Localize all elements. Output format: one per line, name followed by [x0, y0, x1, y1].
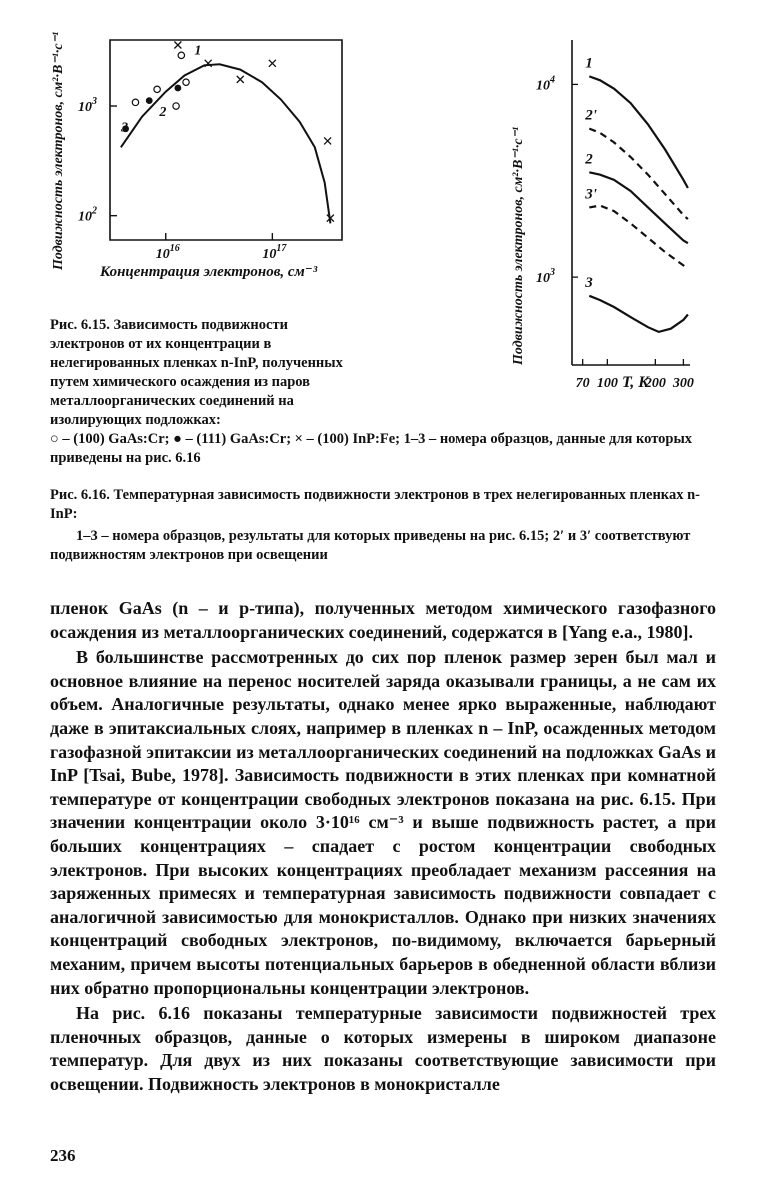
curve-label: 3 — [585, 274, 593, 291]
fig615-fit-curve — [121, 64, 331, 223]
sample-label: 3 — [121, 120, 129, 136]
cross-point — [324, 137, 331, 144]
x-tick-label: 100 — [596, 376, 618, 391]
fig615-legend: ○ – (100) GaAs:Cr; ● – (111) GaAs:Cr; × – (100) InP:Fe; 1–3 – номера образцов, данные для которых приведены на рис. 6.16 — [50, 431, 693, 466]
fig615-axes — [110, 40, 342, 240]
open-circle-point — [132, 99, 138, 105]
fig615-points — [122, 42, 334, 222]
fig616-caption: Рис. 6.16. Температурная зависимость подвижности электронов в трех нелегированных пленках n-InP: — [50, 487, 700, 522]
open-circle-point — [178, 52, 184, 58]
open-circle-point — [154, 86, 160, 92]
fig616-curves — [589, 76, 688, 332]
fig616-xlabel: T, K — [622, 374, 649, 391]
fig616-legend: 1–3 – номера образцов, результаты для которых приведены на рис. 6.15; 2′ и 3′ соответствуют подвижностям электронов при освещении — [50, 528, 691, 563]
cross-point — [237, 76, 244, 83]
y-tick-label: $10^3$ — [78, 96, 97, 116]
x-tick-label: 70 — [575, 376, 590, 391]
cross-point — [269, 60, 276, 67]
y-tick-label: $10^2$ — [78, 205, 97, 225]
fig615-ylabel — [51, 32, 66, 271]
curve-label: 2' — [585, 107, 597, 124]
cross-point — [174, 42, 181, 49]
open-circle-point — [183, 79, 189, 85]
fig616-ylabel-text: Подвижность электронов, см²·В⁻¹·с⁻¹ — [511, 126, 526, 365]
fig615-frame — [110, 40, 342, 240]
curve-3 — [589, 296, 688, 332]
fig615-xlabel: Концентрация электронов, см⁻³ — [100, 264, 318, 280]
body-text — [50, 597, 716, 1096]
sample-label: 2 — [159, 105, 167, 121]
curve-3prime — [589, 206, 688, 270]
fig615-caption: Рис. 6.15. Зависимость подвижности электронов от их концентрации в нелегированных пленках n-InP, полученных путем химического осаждения из паров металлоорганических соединений на изолирующих подложках: — [50, 317, 343, 428]
x-tick-label: $10^{16}$ — [155, 243, 180, 262]
curve-2prime — [589, 129, 688, 220]
open-circle-point — [173, 103, 179, 109]
x-tick-label: 300 — [672, 376, 694, 391]
sample-label: 1 — [194, 43, 202, 59]
figure-6-16 — [500, 35, 710, 400]
curve-1 — [589, 76, 688, 188]
y-tick-label: $10^3$ — [536, 267, 555, 287]
paragraph: На рис. 6.16 показаны температурные зависимости подвижностей трех пленочных образцов, данные о которых измерены в широком диапазоне температур. Для двух из них показаны соответствующие зависимости при освещении. Подвижность электронов в монокристалле — [50, 1003, 716, 1094]
filled-circle-point — [174, 85, 181, 92]
x-tick-label: 200 — [644, 376, 666, 391]
curve-label: 2 — [585, 151, 593, 168]
paragraph: В большинстве рассмотренных до сих пор пленок размер зерен был мал и основное влияние на перенос носителей заряда оказывали границы, а не сам их объем. Аналогичные результаты, однако менее ярко выраженные, наблюдают даже в эпитаксиальных слоях, например в пленках n – InP, осажденных методом газофазной эпитаксии из металлоорганических соединений на подложках GaAs и InP [Tsai, Bube, 1978]. Зависимость подвижности в этих пленках при комнатной температуре от концентрации свободных электронов показана на рис. 6.15. При значении концентрации около 3·10¹⁶ см⁻³ и выше подвижность растет, а при больших концентрациях – спадает с ростом концентрации свободных электронов. При высоких концентрациях преобладает механизм рассеяния на заряженных примесях и температурная зависимость подвижности совпадает с аналогичной зависимостью для монокристаллов. Однако при низких значениях концентраций свободных электронов, по-видимому, включается барьерный механим, причем высоты потенциальных барьеров в обедненной области вблизи них обратно пропорциональны концентрации электронов. — [50, 647, 716, 998]
paragraph: пленок GaAs (n – и p-типа), полученных методом химического газофазного осаждения из металлоорганических соединений, содержатся в [Yang e.a., 1980]. — [50, 598, 716, 642]
fig616-ticks — [536, 74, 694, 391]
fig615-ylabel-text: Подвижность электронов, см²·В⁻¹·с⁻¹ — [51, 31, 66, 270]
y-tick-label: $10^4$ — [536, 74, 555, 94]
page-number: 236 — [50, 1146, 76, 1165]
filled-circle-point — [146, 97, 153, 104]
curve-label: 3' — [585, 186, 597, 203]
fit-curve — [121, 64, 331, 223]
fig616-ylabel — [511, 127, 526, 366]
x-tick-label: $10^{17}$ — [262, 243, 287, 262]
curve-label: 1 — [585, 55, 593, 72]
figure-6-15 — [40, 30, 370, 290]
